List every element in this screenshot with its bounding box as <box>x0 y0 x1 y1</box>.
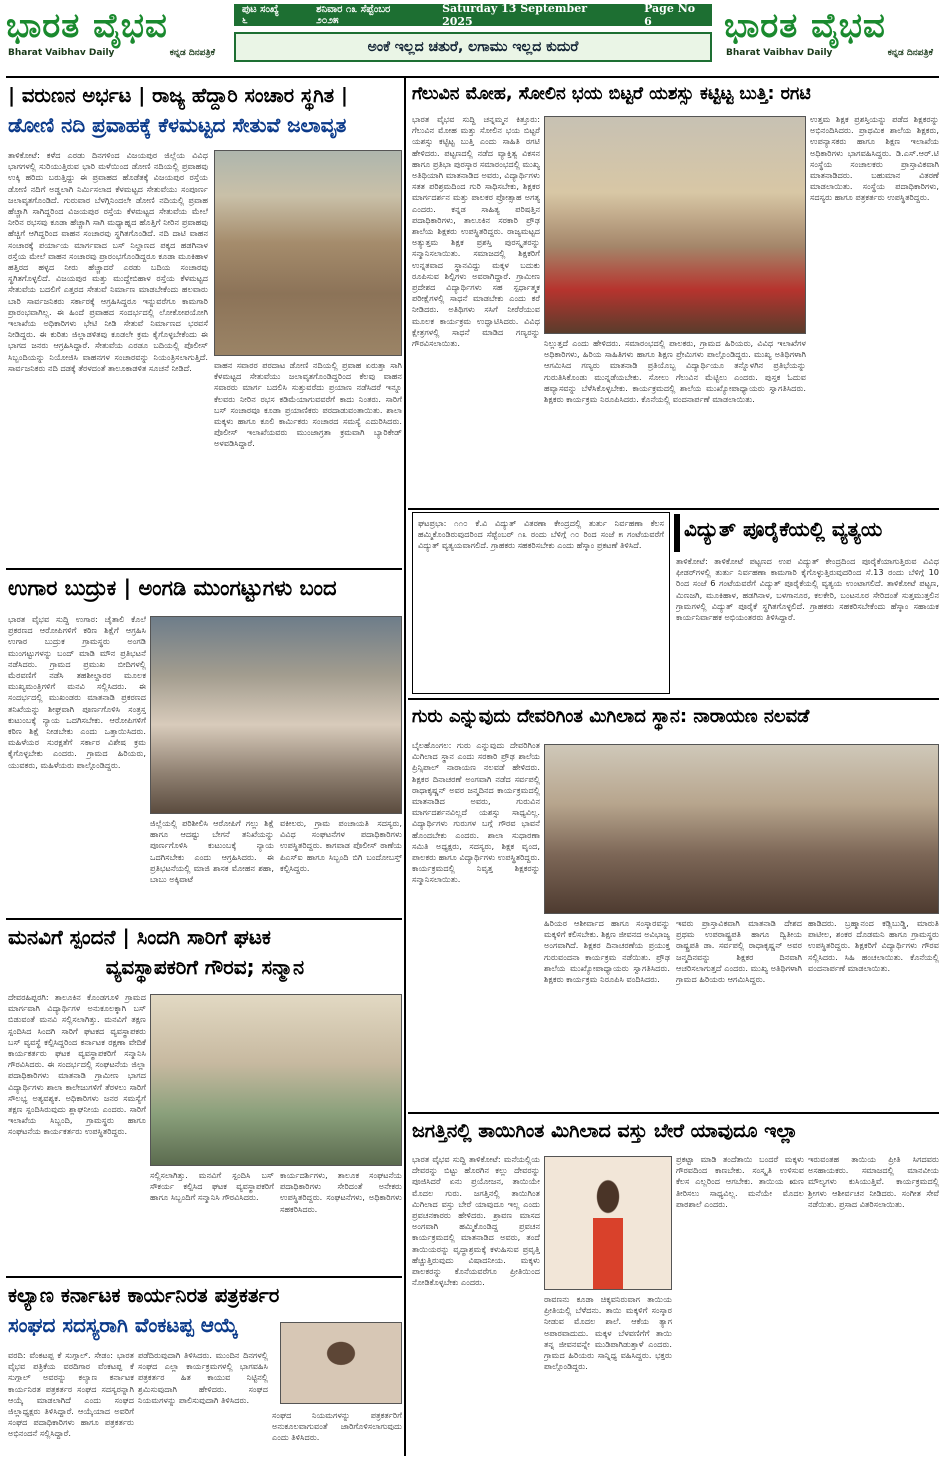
logo-name: ಭಾರತ ವೈಭವ <box>724 6 886 46</box>
logo-sub-kn: ಕನ್ನಡ ದಿನಪತ್ರಿಕೆ <box>169 48 215 58</box>
masthead <box>6 4 939 72</box>
headline-varuna-1: | ವರುಣನ ಅರ್ಭಟ | ರಾಜ್ಯ ಹೆದ್ದಾರಿ ಸಂಚಾರ ಸ್ಥಗಿತ | <box>8 84 349 107</box>
article-manavi-body-2: ಸಲ್ಲಿಸಲಾಗಿತ್ತು. ಮನವಿಗೆ ಸ್ಪಂದಿಸಿ ಬಸ್ ಸೌಕರ್ಯ ಕಲ್ಪಿಸಿದ ಘಟಕ ವ್ಯವಸ್ಥಾಪಕರಿಗೆ ಹಾಗೂ ಸಿಬ್ಬಂದಿಗೆ ಸನ್ಮಾನಿಸಿ ಗೌರವಿಸಿದರು. <box>150 1170 274 1203</box>
flood-photo <box>214 150 402 356</box>
issue-strip <box>234 4 712 26</box>
article-varuna-body-2: ವಾಹನ ಸವಾರರ ಪರದಾಟ ಡೋಣಿ ನದಿಯಲ್ಲಿ ಪ್ರವಾಹ ಏರುತ್ತಾ ಸಾಗಿ ಕೆಳಮಟ್ಟದ ಸೇತುವೆಯು ಜಲಾವೃತಗೊಂಡಿದ್ದರಿಂದ ಕೆಲವು ವಾಹನ ಸವಾರರು ಮಾರ್ಗ ಬದಲಿಸಿ ಸುತ್ತುವರೆದು ಪ್ರಯಾಣ ನಡೆಸಿದರೆ ಇನ್ನೂ ಕೆಲವರು ನೀರಿನ ರಭಸ ಕಡಿಮೆಯಾಗುವವರೆಗೆ ಕಾದು ನಿಂತರು. ಸಾರಿಗೆ ಬಸ್ ಸಂಚಾರವೂ ಕೂಡಾ ಪ್ರಯಾಣಿಕರು ಪರದಾಡುವಂತಾಯಿತು. ಶಾಲಾ ಮಕ್ಕಳು ಹಾಗೂ ಕೂಲಿ ಕಾರ್ಮಿಕರು ಸಂಚಾರದ ಸಮಸ್ಯೆ ಎದುರಿಸಿದರು. ಪೊಲೀಸ್ ಇಲಾಖೆಯವರು ಮುಂಜಾಗ್ರತಾ ಕ್ರಮವಾಗಿ ಬ್ಯಾರಿಕೇಡ್ ಅಳವಡಿಸಿದ್ದಾರೆ. <box>214 360 402 449</box>
article-guru-body-2: ಹಿರಿಯರ ಆಶೀರ್ವಾದ ಹಾಗೂ ಸಂಸ್ಕಾರವನ್ನು ಮಕ್ಕಳಿಗೆ ಕಲಿಸಬೇಕು. ಶಿಕ್ಷಣ ಜೀವನದ ಅವಿಭಾಜ್ಯ ಅಂಗವಾಗಿದೆ. ಶಿಕ್ಷಕರ ದಿನಾಚರಣೆಯ ಪ್ರಯುಕ್ತ ಗುರುವಂದನಾ ಕಾರ್ಯಕ್ರಮ ನಡೆಯಿತು. ಪ್ರೌಢ ಶಾಲೆಯ ಮುಖ್ಯೋಪಾಧ್ಯಾಯರು ಸ್ವಾಗತಿಸಿದರು. ಶಿಕ್ಷಕರು ಕಾರ್ಯಕ್ರಮ ನಿರೂಪಿಸಿ ವಂದಿಸಿದರು. <box>544 918 670 985</box>
weekday-kn: ಶನಿವಾರ ೧೩ ಸೆಪ್ಟೆಂಬರ ೨೦೨೫ <box>316 4 391 26</box>
felicitation-photo <box>544 116 806 334</box>
reporter-portrait <box>280 1322 402 1404</box>
article-kalyana-body-2: ಪಡೆದಿರುವುದಾಗಿ ತಿಳಿಸಿದರು. ಮುಂದಿನ ದಿನಗಳಲ್ಲಿ ಸಂಘದ ಎಲ್ಲಾ ಕಾರ್ಯಕ್ರಮಗಳಲ್ಲಿ ಭಾಗವಹಿಸಿ ಪತ್ರಕರ್ತರ ಹಿತ ಕಾಯುವ ನಿಟ್ಟಿನಲ್ಲಿ ಶ್ರಮಿಸುವುದಾಗಿ ಹೇಳಿದರು. ಸಂಘದ ನಿಯಮಗಳನ್ನು ಪಾಲಿಸುವುದಾಗಿ ತಿಳಿಸಿದರು. <box>138 1350 268 1405</box>
article-varuna-body: ತಾಳಿಕೋಟೆ: ಕಳೆದ ಎರಡು ದಿನಗಳಿಂದ ವಿಜಯಪುರ ಜಿಲ್ಲೆಯ ವಿವಿಧ ಭಾಗಗಳಲ್ಲಿ ಸುರಿಯುತ್ತಿರುವ ಭಾರಿ ಮಳೆಯಿಂದ ಡೋಣಿ ನದಿಯಲ್ಲಿ ಪ್ರವಾಹವು ಉಕ್ಕಿ ಹರಿದು ಬರುತ್ತಿದ್ದು ಈ ಪ್ರವಾಹದ ಹೊಡೆತಕ್ಕೆ ವಿಜಯಪುರ ರಸ್ತೆಯ ಡೋಣಿ ನದಿಗೆ ಅಡ್ಡಲಾಗಿ ನಿರ್ಮಿಸಲಾದ ಕೆಳಮಟ್ಟದ ಸೇತುವೆಯು ಸಂಪೂರ್ಣ ಜಲಾವೃತಗೊಂಡಿದೆ. ಗುರುವಾರ ಬೆಳಗ್ಗಿನಿಂದಲೇ ಡೋಣಿ ನದಿಯಲ್ಲಿ ಪ್ರವಾಹ ಹೆಚ್ಚಾಗಿ ಸಾಗಿದ್ದರಿಂದ ವಿಜಯಪುರ ರಸ್ತೆಯ ಕೆಳಮಟ್ಟದ ಸೇತುವೆಯ ಮೇಲೆ ನೀರಿನ ರಭಸವು ಕೂಡಾ ಹೆಚ್ಚಾಗಿ ಸಾಗಿ ಮಧ್ಯಾಹ್ನದ ಹೊತ್ತಿಗೆ ನೀರಿನ ಪ್ರವಾಹವು ಹೆಚ್ಚಿಗೆ ಆಗಿದ್ದರಿಂದ ವಾಹನ ಸಂಚಾರವು ಸ್ಥಗಿತಗೊಂಡಿದೆ. ನದಿ ದಾಟಿ ವಾಹನ ಸಂಚಾರಕ್ಕೆ ಪರ್ಯಾಯ ಮಾರ್ಗವಾದ ಬಸ್ ನಿಲ್ದಾಣದ ಪಕ್ಕದ ಹಡಗಿನಾಳ ರಸ್ತೆಯ ಮೇಲೆ ವಾಹನ ಸಂಚಾರವು ಪ್ರಾರಂಭಗೊಂಡಿದ್ದರೂ ಕೂಡಾ ಮೂಕಿಹಾಳ ಹತ್ತಿರದ ಹಳ್ಳದ ನೀರು ಹೆಚ್ಚಾದರೆ ಎರಡು ಬದಿಯ ಸಂಚಾರವು ಸ್ಥಗಿತಗೊಳ್ಳಲಿದೆ. ವಿಜಯಪುರ ಮತ್ತು ಮುದ್ದೇಬಿಹಾಳ ರಸ್ತೆಯ ಕೆಳಮಟ್ಟದ ಸೇತುವೆಯ ಬದಲಿಗೆ ಎತ್ತರದ ಸೇತುವೆ ನಿರ್ಮಾಣ ಮಾಡಬೇಕೆಂದು ಹಲವಾರು ಬಾರಿ ಸಾರ್ವಜನಿಕರು ಸರ್ಕಾರಕ್ಕೆ ಆಗ್ರಹಿಸಿದ್ದರೂ ಇನ್ನುವರೆಗೂ ಕಾಮಗಾರಿ ಪ್ರಾರಂಭವಾಗಿಲ್ಲ. ಈ ಹಿಂದೆ ಪ್ರವಾಹದ ಸಂದರ್ಭದಲ್ಲಿ ಲೋಕೋಪಯೋಗಿ ಇಲಾಖೆಯ ಅಧಿಕಾರಿಗಳು ಭೇಟಿ ನೀಡಿ ಸೇತುವೆ ನಿರ್ಮಾಣದ ಭರವಸೆ ನೀಡಿದ್ದರು. ಈ ಕುರಿತು ಜಿಲ್ಲಾಡಳಿತವು ಕೂಡಲೇ ಕ್ರಮ ಕೈಗೊಳ್ಳಬೇಕೆಂದು ಈ ಭಾಗದ ಜನರು ಆಗ್ರಹಿಸಿದ್ದಾರೆ. ಸೇತುವೆಯ ಎರಡೂ ಬದಿಯಲ್ಲಿ ಪೊಲೀಸ್ ಸಿಬ್ಬಂದಿಯನ್ನು ನಿಯೋಜಿಸಿ ವಾಹನಗಳ ಸಂಚಾರವನ್ನು ನಿಯಂತ್ರಿಸಲಾಗುತ್ತಿದೆ. ಸಾರ್ವಜನಿಕರು ನದಿ ದಡಕ್ಕೆ ತೆರಳದಂತೆ ತಾಲೂಕಾಡಳಿತ ಸೂಚನೆ ನೀಡಿದೆ. <box>8 150 208 373</box>
logo-sub-kn: ಕನ್ನಡ ದಿನಪತ್ರಿಕೆ <box>887 48 933 58</box>
masthead-center <box>234 4 712 70</box>
divider <box>408 508 939 510</box>
logo-name: ಭಾರತ ವೈಭವ <box>6 6 168 46</box>
article-gelavina-body: ಭಾರತ ವೈಭವ ಸುದ್ದಿ ಚನ್ನಮ್ಮನ ಕಿತ್ತೂರು: ಗೆಲುವಿನ ಮೋಹ ಮತ್ತು ಸೋಲಿನ ಭಯ ಬಿಟ್ಟರೆ ಯಶಸ್ಸು ಕಟ್ಟಿಟ್ಟ ಬುತ್ತಿ ಎಂದು ಸಾಹಿತಿ ರಗಟಿ ಹೇಳಿದರು. ಪಟ್ಟಣದಲ್ಲಿ ನಡೆದ ವ್ಯಾಕ್ತಿತ್ವ ವಿಕಸನ ಹಾಗೂ ಪ್ರತಿಭಾ ಪುರಸ್ಕಾರ ಸಮಾರಂಭದಲ್ಲಿ ಮುಖ್ಯ ಅತಿಥಿಯಾಗಿ ಮಾತನಾಡಿದ ಅವರು, ವಿದ್ಯಾರ್ಥಿಗಳು ಸತತ ಪರಿಶ್ರಮದಿಂದ ಗುರಿ ಸಾಧಿಸಬೇಕು, ಶಿಕ್ಷಕರ ಮಾರ್ಗದರ್ಶನ ಮತ್ತು ಪಾಲಕರ ಪ್ರೋತ್ಸಾಹ ಅಗತ್ಯ ಎಂದರು. ಕನ್ನಡ ಸಾಹಿತ್ಯ ಪರಿಷತ್ತಿನ ಪದಾಧಿಕಾರಿಗಳು, ತಾಲೂಕಿನ ಸರಕಾರಿ ಪ್ರೌಢ ಶಾಲೆಯ ಶಿಕ್ಷಕರು ಉಪಸ್ಥಿತರಿದ್ದರು. ರಾಜ್ಯಮಟ್ಟದ ಅತ್ಯುತ್ತಮ ಶಿಕ್ಷಕ ಪ್ರಶಸ್ತಿ ಪುರಸ್ಕೃತರನ್ನು ಸನ್ಮಾನಿಸಲಾಯಿತು. ಸಮಾಜದಲ್ಲಿ ಶಿಕ್ಷಕರಿಗೆ ಉನ್ನತವಾದ ಸ್ಥಾನವಿದ್ದು ಮಕ್ಕಳ ಬದುಕು ರೂಪಿಸುವ ಶಿಲ್ಪಿಗಳು ಅವರಾಗಿದ್ದಾರೆ. ಗ್ರಾಮೀಣ ಪ್ರದೇಶದ ವಿದ್ಯಾರ್ಥಿಗಳು ಸಹ ಸ್ಪರ್ಧಾತ್ಮಕ ಪರೀಕ್ಷೆಗಳಲ್ಲಿ ಸಾಧನೆ ಮಾಡಬೇಕು ಎಂದು ಕರೆ ನೀಡಿದರು. ಅತಿಥಿಗಳು ಸಸಿಗೆ ನೀರೆರೆಯುವ ಮೂಲಕ ಕಾರ್ಯಕ್ರಮ ಉದ್ಘಾಟಿಸಿದರು. ವಿವಿಧ ಕ್ಷೇತ್ರಗಳಲ್ಲಿ ಸಾಧನೆ ಮಾಡಿದ ಗಣ್ಯರನ್ನು ಗೌರವಿಸಲಾಯಿತು. <box>412 114 540 349</box>
article-guru-body: ಬೈಲಹೊಂಗಲ: ಗುರು ಎನ್ನುವುದು ದೇವರಿಗಿಂತ ಮಿಗಿಲಾದ ಸ್ಥಾನ ಎಂದು ಸರಕಾರಿ ಪ್ರೌಢ ಶಾಲೆಯ ಪ್ರಿನ್ಸಿಪಾಲ್ ನಾರಾಯಣ ನಲವಡೆ ಹೇಳಿದರು. ಶಿಕ್ಷಕರ ದಿನಾಚರಣೆ ಅಂಗವಾಗಿ ನಡೆದ ಸರ್ವಪಲ್ಲಿ ರಾಧಾಕೃಷ್ಣನ್ ಅವರ ಜನ್ಮದಿನದ ಕಾರ್ಯಕ್ರಮದಲ್ಲಿ ಮಾತನಾಡಿದ ಅವರು, ಗುರುವಿನ ಮಾರ್ಗದರ್ಶನವಿಲ್ಲದೆ ಯಶಸ್ಸು ಸಾಧ್ಯವಿಲ್ಲ. ವಿದ್ಯಾರ್ಥಿಗಳು ಗುರುಗಳ ಬಗ್ಗೆ ಗೌರವ ಭಾವನೆ ಹೊಂದಬೇಕು ಎಂದರು. ಶಾಲಾ ಸುಧಾರಣಾ ಸಮಿತಿ ಅಧ್ಯಕ್ಷರು, ಸದಸ್ಯರು, ಶಿಕ್ಷಕ ವೃಂದ, ಪಾಲಕರು ಹಾಗೂ ವಿದ್ಯಾರ್ಥಿಗಳು ಉಪಸ್ಥಿತರಿದ್ದರು. ಕಾರ್ಯಕ್ರಮದಲ್ಲಿ ನಿವೃತ್ತ ಶಿಕ್ಷಕರನ್ನು ಸನ್ಮಾನಿಸಲಾಯಿತು. <box>412 740 540 885</box>
article-jagattu-body: ಭಾರತ ವೈಭವ ಸುದ್ದಿ ತಾಳಿಕೋಟೆ: ಮನೆಯಲ್ಲಿಯ ದೇವರನ್ನು ಬಿಟ್ಟು ಹೊರಗಿನ ಕಲ್ಲು ದೇವರನ್ನು ಪೂಜಿಸಿದರೆ ಏನು ಪ್ರಯೋಜನ, ತಾಯಿಯೇ ಮೊದಲ ಗುರು. ಜಗತ್ತಿನಲ್ಲಿ ತಾಯಿಗಿಂತ ಮಿಗಿಲಾದ ವಸ್ತು ಬೇರೆ ಯಾವುದೂ ಇಲ್ಲ ಎಂದು ಪ್ರವಚನಕಾರರು ಹೇಳಿದರು. ಶ್ರಾವಣ ಮಾಸದ ಅಂಗವಾಗಿ ಹಮ್ಮಿಕೊಂಡಿದ್ದ ಪ್ರವಚನ ಕಾರ್ಯಕ್ರಮದಲ್ಲಿ ಮಾತನಾಡಿದ ಅವರು, ತಂದೆ ತಾಯಿಯರನ್ನು ವೃದ್ಧಾಶ್ರಮಕ್ಕೆ ಕಳುಹಿಸುವ ಪ್ರವೃತ್ತಿ ಹೆಚ್ಚುತ್ತಿರುವುದು ವಿಷಾದನೀಯ. ಮಕ್ಕಳು ಪಾಲಕರನ್ನು ಕೊನೆಯವರೆಗೂ ಪ್ರೀತಿಯಿಂದ ನೋಡಿಕೊಳ್ಳಬೇಕು ಎಂದರು. <box>412 1154 540 1288</box>
teachers-day-photo <box>544 744 939 914</box>
article-vidyut-notice: ಘಟಪ್ರಭಾ: ೧೧೦ ಕೆ.ವಿ ವಿದ್ಯುತ್ ವಿತರಣಾ ಕೇಂದ್ರದಲ್ಲಿ ತುರ್ತು ನಿರ್ವಹಣಾ ಕೆಲಸ ಹಮ್ಮಿಕೊಂಡಿರುವುದರಿಂದ ಸೆಪ್ಟೆಂಬರ್ ೧೩ ರಂದು ಬೆಳಿಗ್ಗೆ ೧೦ ರಿಂದ ಸಂಜೆ ೫ ಗಂಟೆಯವರೆಗೆ ವಿದ್ಯುತ್ ವ್ಯತ್ಯಯವಾಗಲಿದೆ. ಗ್ರಾಹಕರು ಸಹಕರಿಸಬೇಕು ಎಂದು ಹೆಸ್ಕಾಂ ಪ್ರಕಟಣೆ ತಿಳಿಸಿದೆ. <box>418 518 664 551</box>
masthead-logo-left <box>6 4 221 70</box>
article-jagattu-body-3: ಪ್ರಕಟ್ಟಾ ಮಾಡಿ ತಂದೆತಾಯಿ ಬಂದರೆ ಮಕ್ಕಳು ಗೌರವದಿಂದ ಕಾಣಬೇಕು. ಸಂಸ್ಕೃತಿ ಉಳಿಸುವ ಕೆಲಸ ಎಲ್ಲರಿಂದ ಆಗಬೇಕು. ತಾಯಿಯ ಋಣ ತೀರಿಸಲು ಸಾಧ್ಯವಿಲ್ಲ. ಮನೆಯೇ ಮೊದಲ ಪಾಠಶಾಲೆ ಎಂದರು. <box>676 1154 804 1209</box>
article-ugara-body-3: ವಕೀಲರು, ಗ್ರಾಮ ಪಂಚಾಯತಿ ಸದಸ್ಯರು, ವಿವಿಧ ಸಂಘಟನೆಗಳ ಪದಾಧಿಕಾರಿಗಳು ಉಪಸ್ಥಿತರಿದ್ದರು. ಕಾಗವಾಡ ಪೊಲೀಸ್ ಠಾಣೆಯ ಪಿಎಸ್‌ಐ ಹಾಗೂ ಸಿಬ್ಬಂದಿ ಬಿಗಿ ಬಂದೋಬಸ್ತ್ ಕಲ್ಪಿಸಿದ್ದರು. <box>280 818 402 873</box>
tagline: ಅಂಕೆ ಇಲ್ಲದ ಚತುರೆ, ಲಗಾಮು ಇಲ್ಲದ ಕುದುರೆ <box>234 32 712 62</box>
page-number: Page No 6 <box>644 2 696 28</box>
article-manavi-body-3: ಕಾರ್ಯದರ್ಶಿಗಳು, ತಾಲೂಕ ಸಂಘಟನೆಯ ಪದಾಧಿಕಾರಿಗಳು ಸೇರಿದಂತೆ ಅನೇಕರು ಉಪಸ್ಥಿತರಿದ್ದರು. ಸಂಘಟನೆಗಳು, ಅಧಿಕಾರಿಗಳು ಸಹಕರಿಸಿದರು. <box>280 1170 402 1214</box>
column-divider <box>404 78 406 1456</box>
divider <box>408 1112 939 1114</box>
logo-sub-en: Bharat Vaibhav Daily <box>8 48 115 58</box>
divider <box>6 76 939 78</box>
headline-jagattu: ಜಗತ್ತಿನಲ್ಲಿ ತಾಯಿಗಿಂತ ಮಿಗಿಲಾದ ವಸ್ತು ಬೇರೆ ಯಾವುದೂ ಇಲ್ಲಾ <box>412 1120 798 1142</box>
masthead-logo-right <box>724 4 939 70</box>
article-kalyana-body-3: ಸಂಘದ ನಿಯಮಗಳನ್ನು ಪತ್ರಕರ್ತರಿಗೆ ಅನುಕೂಲವಾಗುವಂತೆ ಜಾರಿಗೊಳಿಸಲಾಗುವುದು ಎಂದು ತಿಳಿಸಿದರು. <box>272 1410 402 1443</box>
headline-kalyana-1: ಕಲ್ಯಾಣ ಕರ್ನಾಟಕ ಕಾರ್ಯನಿರತ ಪತ್ರಕರ್ತರ <box>8 1283 280 1307</box>
headline-vidyut: ವಿದ್ಯುತ್ ಪೂರೈಕೆಯಲ್ಲಿ ವ್ಯತ್ಯಯ <box>684 517 883 541</box>
issue-number: ಪುಟ ಸಂಖ್ಯೆ ೬ <box>242 4 279 26</box>
article-jagattu-body-4: ಇರುವಂತಹ ತಾಯಿಯ ಪ್ರೀತಿ ಸಿಗದವರು ಅಸಹಾಯಕರು. ಸಮಾಜದಲ್ಲಿ ಮಾನವೀಯ ಮೌಲ್ಯಗಳು ಕುಸಿಯುತ್ತಿವೆ. ಕಾರ್ಯಕ್ರಮದಲ್ಲಿ ಶ್ರೀಗಳು ಆಶೀರ್ವಚನ ನೀಡಿದರು. ಸಂಗೀತ ಸೇವೆ ನಡೆಯಿತು. ಪ್ರಸಾದ ವಿತರಿಸಲಾಯಿತು. <box>808 1154 939 1209</box>
divider <box>6 918 402 920</box>
article-ugara-body-2: ಜಿಲ್ಲೆಯಲ್ಲಿ ಪರಿಶೀಲಿಸಿ ಆರೋಪಿಗೆ ಗಲ್ಲು ಶಿಕ್ಷೆ ಹಾಗೂ ಆದಷ್ಟು ಬೇಗನೆ ತನಿಖೆಯನ್ನು ಪೂರ್ಣಗೊಳಿಸಿ ಕುಟುಂಬಕ್ಕೆ ನ್ಯಾಯ ಒದಗಿಸಬೇಕು ಎಂದು ಆಗ್ರಹಿಸಿದರು. ಈ ಪ್ರತಿಭಟನೆಯಲ್ಲಿ ಮಾಜಿ ಶಾಸಕ ಮೋಹನ ಶಹಾ, ಬಾಬು ಅಕ್ಕಿವಾಟೆ <box>150 818 274 885</box>
issue-date: Saturday 13 September 2025 <box>442 2 588 28</box>
article-guru-body-3: ಇವರು ಪ್ರಾಸ್ತಾವಿಕವಾಗಿ ಮಾತನಾಡಿ ದೇಶದ ಪ್ರಥಮ ಉಪರಾಷ್ಟ್ರಪತಿ ಹಾಗೂ ದ್ವಿತೀಯ ರಾಷ್ಟ್ರಪತಿ ಡಾ. ಸರ್ವಪಲ್ಲಿ ರಾಧಾಕೃಷ್ಣನ್ ಅವರ ಜನ್ಮದಿನವನ್ನು ಶಿಕ್ಷಕರ ದಿನವಾಗಿ ಆಚರಿಸಲಾಗುತ್ತದೆ ಎಂದರು. ಮುಖ್ಯ ಅತಿಥಿಗಳಾಗಿ ಗ್ರಾಮದ ಹಿರಿಯರು ಆಗಮಿಸಿದ್ದರು. <box>676 918 802 985</box>
headline-kalyana-2: ಸಂಘದ ಸದಸ್ಯರಾಗಿ ವೆಂಕಟಪ್ಪ ಆಯ್ಕೆ <box>8 1313 239 1337</box>
article-gelavina-body-2: ನಿಲ್ಲುತ್ತದೆ ಎಂದು ಹೇಳಿದರು. ಸಮಾರಂಭದಲ್ಲಿ ಪಾಲಕರು, ಗ್ರಾಮದ ಹಿರಿಯರು, ವಿವಿಧ ಇಲಾಖೆಗಳ ಅಧಿಕಾರಿಗಳು, ಹಿರಿಯ ಸಾಹಿತಿಗಳು ಹಾಗೂ ಶಿಕ್ಷಣ ಪ್ರೇಮಿಗಳು ಪಾಲ್ಗೊಂಡಿದ್ದರು. ಮುಖ್ಯ ಅತಿಥಿಗಳಾಗಿ ಆಗಮಿಸಿದ ಗಣ್ಯರು ಮಾತನಾಡಿ ಪ್ರತಿಯೊಬ್ಬ ವಿದ್ಯಾರ್ಥಿಯೂ ತನ್ನೊಳಗಿನ ಪ್ರತಿಭೆಯನ್ನು ಗುರುತಿಸಿಕೊಂಡು ಮುನ್ನಡೆಯಬೇಕು. ಸೋಲು ಗೆಲುವಿನ ಮೆಟ್ಟಿಲು ಎಂದರು. ಪುಸ್ತಕ ಓದುವ ಹವ್ಯಾಸವನ್ನು ಬೆಳೆಸಿಕೊಳ್ಳಬೇಕು. ಕಾರ್ಯಕ್ರಮದಲ್ಲಿ ಶಾಲೆಯ ಮುಖ್ಯೋಪಾಧ್ಯಾಯರು ಸ್ವಾಗತಿಸಿದರು. ಶಿಕ್ಷಕರು ಕಾರ್ಯಕ್ರಮ ನಿರೂಪಿಸಿದರು. ಕೊನೆಯಲ್ಲಿ ವಂದನಾರ್ಪಣೆ ಮಾಡಲಾಯಿತು. <box>544 338 806 405</box>
headline-manavi-2: ವ್ಯವಸ್ಥಾಪಕರಿಗೆ ಗೌರವ; ಸನ್ಮಾನ <box>105 955 305 979</box>
article-ugara-body: ಭಾರತ ವೈಭವ ಸುದ್ದಿ ಉಗಾರ: ಚೈತಾಲಿ ಕೊಲೆ ಪ್ರಕರಣದ ಆರೋಪಿಗಳಿಗೆ ಕಠಿಣ ಶಿಕ್ಷೆಗೆ ಆಗ್ರಹಿಸಿ ಉಗಾರ ಬುದ್ರುಕ ಗ್ರಾಮಸ್ಥರು ಅಂಗಡಿ ಮುಂಗಟ್ಟುಗಳನ್ನು ಬಂದ್ ಮಾಡಿ ಮೌನ ಪ್ರತಿಭಟನೆ ನಡೆಸಿದರು. ಗ್ರಾಮದ ಪ್ರಮುಖ ಬೀದಿಗಳಲ್ಲಿ ಮೆರವಣಿಗೆ ನಡೆಸಿ ತಹಶೀಲ್ದಾರರ ಮೂಲಕ ಮುಖ್ಯಮಂತ್ರಿಗಳಿಗೆ ಮನವಿ ಸಲ್ಲಿಸಿದರು. ಈ ಸಂದರ್ಭದಲ್ಲಿ ಮುಖಂಡರು ಮಾತನಾಡಿ ಪ್ರಕರಣದ ತನಿಖೆಯನ್ನು ಶೀಘ್ರವಾಗಿ ಪೂರ್ಣಗೊಳಿಸಿ ಸಂತ್ರಸ್ತ ಕುಟುಂಬಕ್ಕೆ ನ್ಯಾಯ ಒದಗಿಸಬೇಕು. ಆರೋಪಿಗಳಿಗೆ ಕಠಿಣ ಶಿಕ್ಷೆ ನೀಡಬೇಕು ಎಂದು ಒತ್ತಾಯಿಸಿದರು. ಮಹಿಳೆಯರ ಸುರಕ್ಷತೆಗೆ ಸರ್ಕಾರ ವಿಶೇಷ ಕ್ರಮ ಕೈಗೊಳ್ಳಬೇಕು ಎಂದರು. ಗ್ರಾಮದ ಹಿರಿಯರು, ಯುವಕರು, ಮಹಿಳೆಯರು ಪಾಲ್ಗೊಂಡಿದ್ದರು. <box>8 614 146 770</box>
article-vidyut-body: ತಾಳಿಕೋಟೆ: ತಾಳಿಕೋಟೆ ಪಟ್ಟಣದ ಉಪ ವಿದ್ಯುತ್ ಕೇಂದ್ರದಿಂದ ಪೂರೈಕೆಯಾಗುತ್ತಿರುವ ವಿವಿಧ ಫೀಡರ್‌ಗಳಲ್ಲಿ ತುರ್ತು ನಿರ್ವಹಣಾ ಕಾಮಗಾರಿ ಕೈಗೊಳ್ಳುತ್ತಿರುವುದರಿಂದ ಸೆ.13 ರಂದು ಬೆಳಿಗ್ಗೆ 10 ರಿಂದ ಸಂಜೆ 6 ಗಂಟೆಯವರೆಗೆ ವಿದ್ಯುತ್ ಪೂರೈಕೆಯಲ್ಲಿ ವ್ಯತ್ಯಯ ಉಂಟಾಗಲಿದೆ. ತಾಳಿಕೋಟೆ ಪಟ್ಟಣ, ಮಿಣಜಗಿ, ಮೂಕಿಹಾಳ, ಹಡಗಿನಾಳ, ಬಳಗಾನೂರ, ಕಲಕೇರಿ, ಬಂಟನೂರ ಸೇರಿದಂತೆ ಸುತ್ತಮುತ್ತಲಿನ ಗ್ರಾಮಗಳಲ್ಲಿ ವಿದ್ಯುತ್ ಪೂರೈಕೆ ಸ್ಥಗಿತಗೊಳ್ಳಲಿದೆ. ಗ್ರಾಹಕರು ಸಹಕರಿಸಬೇಕೆಂದು ಹೆಸ್ಕಾಂ ಸಹಾಯಕ ಕಾರ್ಯನಿರ್ವಾಹಕ ಅಭಿಯಂತರರು ತಿಳಿಸಿದ್ದಾರೆ. <box>676 556 939 623</box>
logo-sub-en: Bharat Vaibhav Daily <box>726 48 833 58</box>
speaker-photo <box>544 1156 672 1290</box>
divider <box>408 698 939 700</box>
headline-varuna-2: ಡೋಣಿ ನದಿ ಪ್ರವಾಹಕ್ಕೆ ಕೆಳಮಟ್ಟದ ಸೇತುವೆ ಜಲಾವೃತ <box>8 113 347 137</box>
honour-photo <box>150 994 402 1166</box>
headline-gelavina: ಗೆಲುವಿನ ಮೋಹ, ಸೋಲಿನ ಭಯ ಬಿಟ್ಟರೆ ಯಶಸ್ಸು ಕಟ್ಟಿಟ್ಟ ಬುತ್ತಿ: ರಗಟಿ <box>412 84 811 104</box>
article-guru-body-4: ಹಾಡಿದರು. ಬ್ರಹ್ಮಾನಂದ ಕಡ್ಲಿಬುಡ್ಡಿ, ಮಾರುತಿ ಪಾಟೀಲ, ಶಂಕರ ದೊಡಮನಿ ಹಾಗೂ ಗ್ರಾಮಸ್ಥರು ಉಪಸ್ಥಿತರಿದ್ದರು. ಶಿಕ್ಷಕರಿಗೆ ವಿದ್ಯಾರ್ಥಿಗಳು ಗೌರವ ಸಲ್ಲಿಸಿದರು. ಸಿಹಿ ಹಂಚಲಾಯಿತು. ಕೊನೆಯಲ್ಲಿ ವಂದನಾರ್ಪಣೆ ಮಾಡಲಾಯಿತು. <box>808 918 939 973</box>
headline-manavi-1: ಮನವಿಗೆ ಸ್ಪಂದನೆ | ಸಿಂದಗಿ ಸಾರಿಗೆ ಘಟಕ <box>8 925 271 949</box>
protest-photo <box>150 616 402 814</box>
divider <box>6 568 402 570</box>
headline-guru: ಗುರು ಎನ್ನುವುದು ದೇವರಿಗಿಂತ ಮಿಗಿಲಾದ ಸ್ಥಾನ: ನಾರಾಯಣ ನಲವಡೆ <box>412 706 810 727</box>
headline-ugara: ಉಗಾರ ಬುದ್ರುಕ | ಅಂಗಡಿ ಮುಂಗಟ್ಟುಗಳು ಬಂದ <box>8 576 337 600</box>
article-kalyana-body: ವರದಿ: ವೆಂಕಟಪ್ಪ ಕೆ ಸುಗ್ಗಾಲ್. ಸೇಡಂ: ಭಾರತ ವೈಭವ ಪತ್ರಿಕೆಯ ವರದಿಗಾರ ವೆಂಕಟಪ್ಪ ಕೆ ಸುಗ್ಗಾಲ್ ಅವರನ್ನು ಕಲ್ಯಾಣ ಕರ್ನಾಟಕ ಕಾರ್ಯನಿರತ ಪತ್ರಕರ್ತರ ಸಂಘದ ಸದಸ್ಯರನ್ನಾಗಿ ಆಯ್ಕೆ ಮಾಡಲಾಗಿದೆ ಎಂದು ಸಂಘದ ಜಿಲ್ಲಾಧ್ಯಕ್ಷರು ತಿಳಿಸಿದ್ದಾರೆ. ಆಯ್ಕೆಯಾದ ಅವರಿಗೆ ಸಂಘದ ಪದಾಧಿಕಾರಿಗಳು ಹಾಗೂ ಪತ್ರಕರ್ತರು ಅಭಿನಂದನೆ ಸಲ್ಲಿಸಿದ್ದಾರೆ. <box>8 1350 134 1439</box>
divider <box>6 1276 402 1278</box>
article-gelavina-body-3: ಉತ್ತಮ ಶಿಕ್ಷಕ ಪ್ರಶಸ್ತಿಯನ್ನು ಪಡೆದ ಶಿಕ್ಷಕರನ್ನು ಅಭಿನಂದಿಸಿದರು. ಪ್ರಾಥಮಿಕ ಶಾಲೆಯ ಶಿಕ್ಷಕರು, ಉಪನ್ಯಾಸಕರು ಹಾಗೂ ಶಿಕ್ಷಣ ಇಲಾಖೆಯ ಅಧಿಕಾರಿಗಳು ಭಾಗವಹಿಸಿದ್ದರು. ಡಿ.ಎಸ್.ಆರ್.ಟಿ ಸಂಸ್ಥೆಯ ಸಂಚಾಲಕರು ಪ್ರಾಸ್ತಾವಿಕವಾಗಿ ಮಾತನಾಡಿದರು. ಬಹುಮಾನ ವಿತರಣೆ ಮಾಡಲಾಯಿತು. ಸಂಸ್ಥೆಯ ಪದಾಧಿಕಾರಿಗಳು, ಸದಸ್ಯರು ಹಾಗೂ ಪತ್ರಕರ್ತರು ಉಪಸ್ಥಿತರಿದ್ದರು. <box>810 114 939 203</box>
article-jagattu-body-2: ರಾವಣನು ಕೂಡಾ ಚಿಕ್ಕವನಿರುವಾಗ ತಾಯಿಯ ಪ್ರೀತಿಯಲ್ಲಿ ಬೆಳೆದನು. ತಾಯಿ ಮಕ್ಕಳಿಗೆ ಸಂಸ್ಕಾರ ನೀಡುವ ಮೊದಲ ಶಾಲೆ. ಆಕೆಯ ತ್ಯಾಗ ಅಪಾರವಾದುದು. ಮಕ್ಕಳ ಬೆಳವಣಿಗೆಗೆ ತಾಯಿ ತನ್ನ ಜೀವನವನ್ನೇ ಮುಡಿಪಾಗಿಡುತ್ತಾಳೆ ಎಂದರು. ಗ್ರಾಮದ ಹಿರಿಯರು ಸಾನ್ನಿಧ್ಯ ವಹಿಸಿದ್ದರು. ಭಕ್ತರು ಪಾಲ್ಗೊಂಡಿದ್ದರು. <box>544 1294 672 1372</box>
article-manavi-body: ದೇವರಹಿಪ್ಪರಗಿ: ತಾಲೂಕಿನ ಕೊಂಡಗೂಳಿ ಗ್ರಾಮದ ಮಾರ್ಗವಾಗಿ ವಿದ್ಯಾರ್ಥಿಗಳ ಅನುಕೂಲಕ್ಕಾಗಿ ಬಸ್ ಬಿಡುವಂತೆ ಮನವಿ ಸಲ್ಲಿಸಲಾಗಿತ್ತು. ಮನವಿಗೆ ತಕ್ಷಣ ಸ್ಪಂದಿಸಿದ ಸಿಂದಗಿ ಸಾರಿಗೆ ಘಟಕದ ವ್ಯವಸ್ಥಾಪಕರು ಬಸ್ ವ್ಯವಸ್ಥೆ ಕಲ್ಪಿಸಿದ್ದರಿಂದ ಕರ್ನಾಟಕ ರಕ್ಷಣಾ ವೇದಿಕೆ ಕಾರ್ಯಕರ್ತರು ಘಟಕ ವ್ಯವಸ್ಥಾಪಕರಿಗೆ ಸನ್ಮಾನಿಸಿ ಗೌರವಿಸಿದರು. ಈ ಸಂದರ್ಭದಲ್ಲಿ ಸಂಘಟನೆಯ ಜಿಲ್ಲಾ ಪದಾಧಿಕಾರಿಗಳು ಮಾತನಾಡಿ ಗ್ರಾಮೀಣ ಭಾಗದ ವಿದ್ಯಾರ್ಥಿಗಳು ಶಾಲಾ ಕಾಲೇಜುಗಳಿಗೆ ತೆರಳಲು ಸಾರಿಗೆ ಸೌಲಭ್ಯ ಅತ್ಯವಶ್ಯಕ. ಅಧಿಕಾರಿಗಳು ಜನರ ಸಮಸ್ಯೆಗೆ ತಕ್ಷಣ ಸ್ಪಂದಿಸಿರುವುದು ಶ್ಲಾಘನೀಯ ಎಂದರು. ಸಾರಿಗೆ ಇಲಾಖೆಯ ಸಿಬ್ಬಂದಿ, ಗ್ರಾಮಸ್ಥರು ಹಾಗೂ ಸಂಘಟನೆಯ ಕಾರ್ಯಕರ್ತರು ಉಪಸ್ಥಿತರಿದ್ದರು. <box>8 992 146 1137</box>
